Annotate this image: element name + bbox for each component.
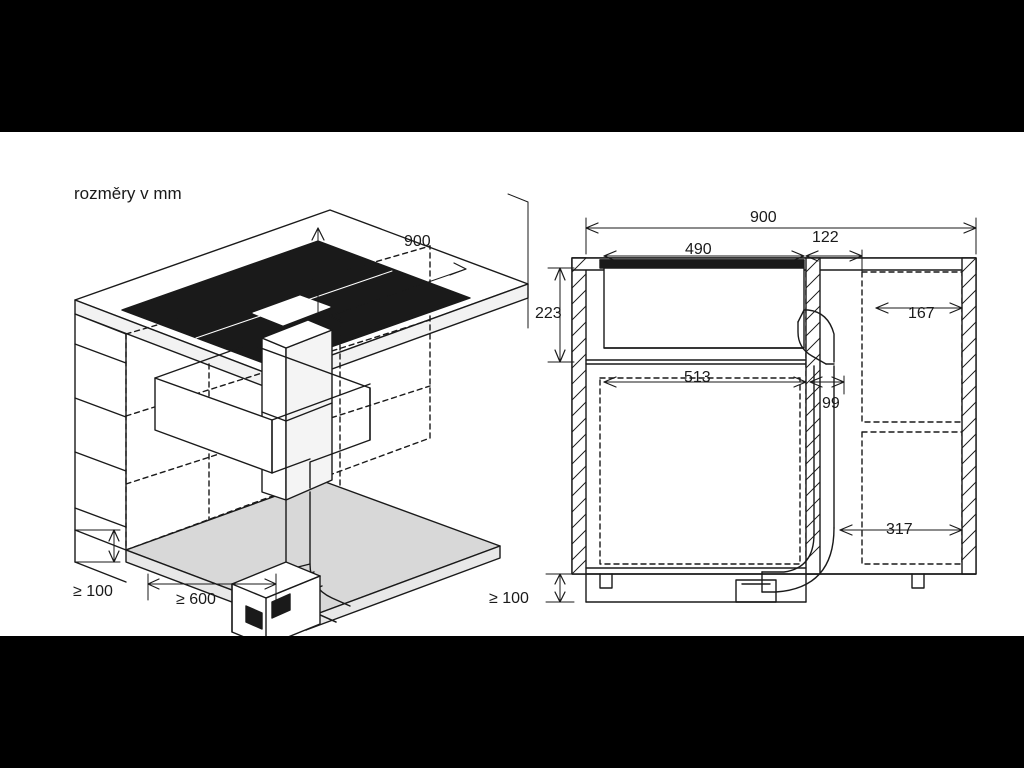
dim-right-width-513: 513 xyxy=(684,369,711,386)
units-caption: rozměry v mm xyxy=(74,184,182,203)
dim-right-min-clearance-100: ≥ 100 xyxy=(489,590,529,607)
left-perspective-group xyxy=(75,194,528,636)
dim-left-width-900: 900 xyxy=(404,233,431,250)
drawing-canvas xyxy=(0,132,1024,636)
right-section-group xyxy=(546,218,976,602)
dim-right-depth-167: 167 xyxy=(908,305,935,322)
dim-right-inner-width-490: 490 xyxy=(685,241,712,258)
dim-right-height-223: 223 xyxy=(535,305,562,322)
dim-right-offset-122: 122 xyxy=(812,229,839,246)
dim-right-total-width-900: 900 xyxy=(750,209,777,226)
dim-right-gap-99: 99 xyxy=(822,395,840,412)
technical-drawing-sheet xyxy=(0,132,1024,636)
dim-right-depth-317: 317 xyxy=(886,521,913,538)
dim-left-min-height-100: ≥ 100 xyxy=(73,583,113,600)
dim-left-min-width-600: ≥ 600 xyxy=(176,591,216,608)
